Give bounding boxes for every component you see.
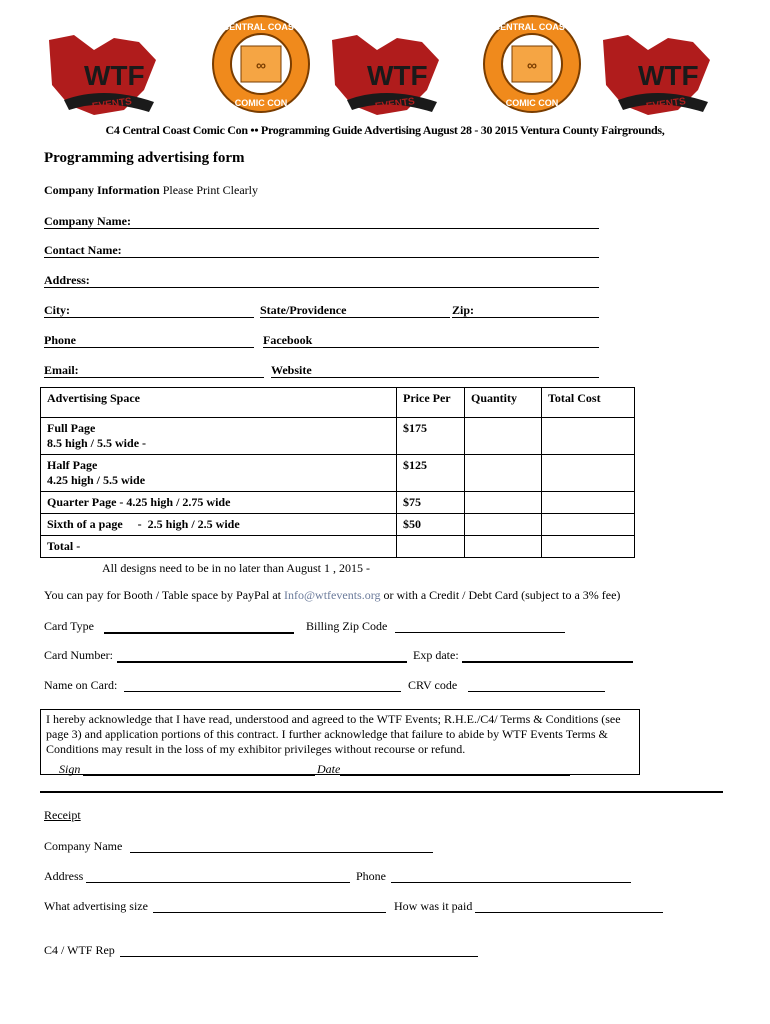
receipt-how-paid-label: How was it paid (394, 899, 473, 913)
wtf-logo-text: WTF (367, 60, 428, 91)
exp-date-field[interactable] (462, 661, 633, 663)
row-space: Total - (41, 536, 397, 558)
date-field[interactable] (340, 775, 570, 776)
c4-logo-bottom: COMIC CON (505, 98, 559, 108)
row-price: $125 (397, 455, 465, 492)
city-label: City: (44, 303, 70, 317)
row-total-cell[interactable] (542, 492, 635, 514)
wtf-events-logo (44, 30, 162, 120)
receipt-rep-field[interactable] (120, 956, 478, 957)
phone-label: Phone (44, 333, 77, 347)
row-space-line: Half Page (47, 458, 98, 472)
row-space (41, 418, 397, 455)
billing-zip-field[interactable] (395, 632, 565, 633)
deadline-note: All designs need to be in no later than August 1 , 2015 - (102, 561, 370, 575)
row-quantity-cell[interactable] (465, 492, 542, 514)
row-quantity-cell[interactable] (465, 418, 542, 455)
zip-label: Zip: (452, 303, 475, 317)
crv-code-label: CRV code (408, 678, 458, 692)
address-label: Address: (44, 273, 90, 287)
table-total-row (41, 536, 635, 558)
receipt-title: Receipt (44, 808, 81, 822)
header-price: Price Per (397, 388, 465, 418)
row-quantity-cell[interactable] (465, 455, 542, 492)
c4-logo-top: CENTRAL COAST (493, 22, 571, 32)
row-space-line: Full Page (47, 421, 96, 435)
billing-zip-label: Billing Zip Code (306, 619, 388, 633)
row-total-cell[interactable] (542, 514, 635, 536)
row-space-line: 4.25 high / 5.5 wide (47, 473, 146, 487)
table-row (41, 514, 635, 536)
header-total: Total Cost (542, 388, 635, 418)
email-label: Email: (44, 363, 79, 377)
receipt-company-label: Company Name (44, 839, 123, 853)
company-info-label: Company Information (44, 183, 160, 197)
receipt-ad-size-field[interactable] (153, 912, 386, 913)
receipt-ad-size-label: What advertising size (44, 899, 148, 913)
table-row (41, 492, 635, 514)
state-field[interactable] (260, 317, 450, 318)
name-on-card-label: Name on Card: (44, 678, 118, 692)
email-field[interactable] (44, 377, 264, 378)
c4-logo-bottom: COMIC CON (234, 98, 288, 108)
wtf-logo-text: WTF (638, 60, 699, 91)
row-price: $75 (397, 492, 465, 514)
wtf-logo-sub: EVENTS (91, 96, 133, 113)
header-quantity: Quantity (465, 388, 542, 418)
signature-field[interactable] (83, 775, 315, 776)
form-title: Programming advertising form (44, 150, 245, 166)
svg-text:∞: ∞ (527, 57, 537, 73)
crv-code-field[interactable] (468, 691, 605, 692)
phone-field[interactable] (44, 347, 254, 348)
header-space: Advertising Space (41, 388, 397, 418)
facebook-label: Facebook (263, 333, 313, 347)
section-divider (40, 791, 723, 793)
wtf-logo-text: WTF (84, 60, 145, 91)
exp-date-label: Exp date: (413, 648, 459, 662)
receipt-how-paid-field[interactable] (475, 912, 663, 913)
receipt-address-field[interactable] (86, 882, 350, 883)
card-type-label: Card Type (44, 619, 94, 633)
contact-name-field[interactable] (44, 257, 599, 258)
website-label: Website (271, 363, 312, 377)
receipt-rep-label: C4 / WTF Rep (44, 943, 115, 957)
paypal-note (44, 588, 620, 603)
paypal-email-link[interactable]: Info@wtfevents.org (284, 588, 381, 602)
company-name-label: Company Name: (44, 214, 131, 228)
advertising-table (40, 387, 635, 558)
date-label: Date (317, 762, 341, 776)
row-space-line: 8.5 high / 5.5 wide - (47, 436, 147, 450)
receipt-address-label: Address (44, 869, 84, 883)
row-space: Sixth of a page - 2.5 high / 2.5 wide (41, 514, 397, 536)
receipt-company-field[interactable] (130, 852, 433, 853)
receipt-phone-label: Phone (356, 869, 386, 883)
card-type-field[interactable] (104, 632, 294, 634)
row-price: $175 (397, 418, 465, 455)
row-price (397, 536, 465, 558)
card-number-field[interactable] (117, 661, 407, 663)
company-name-field[interactable] (44, 228, 599, 229)
company-info-heading (44, 183, 258, 198)
paypal-post: or with a Credit / Debt Card (subject to a 3% fee) (380, 588, 621, 602)
state-label: State/Providence (260, 303, 347, 317)
company-info-note: Please Print Clearly (159, 183, 259, 197)
row-space (41, 455, 397, 492)
header-banner: C4 Central Coast Comic Con •• Programming Guide Advertising August 28 - 30 2015 Ventura County Fairgrounds, (105, 123, 665, 137)
c4-comic-con-logo (482, 14, 582, 114)
city-field[interactable] (44, 317, 254, 318)
row-price: $50 (397, 514, 465, 536)
wtf-logo-sub: EVENTS (374, 96, 416, 113)
wtf-logo-sub: EVENTS (645, 96, 687, 113)
row-total-cell[interactable] (542, 418, 635, 455)
table-row (41, 418, 635, 455)
website-field[interactable] (271, 377, 599, 378)
c4-comic-con-logo (211, 14, 311, 114)
facebook-field[interactable] (263, 347, 599, 348)
wtf-events-logo (327, 30, 445, 120)
svg-text:∞: ∞ (256, 57, 266, 73)
acknowledgement-text: I hereby acknowledge that I have read, understood and agreed to the WTF Events; R.H.E./C4/ Terms & Conditions (see page 3) and application portions of this contract. I further acknowledge that failure to abide by WTF Events Terms & Conditions may result in the loss of my exhibitor privileges without recourse or refund. (46, 712, 621, 756)
zip-field[interactable] (452, 317, 599, 318)
paypal-pre: You can pay for Booth / Table space by PayPal at (44, 588, 285, 602)
table-header-row (41, 388, 635, 418)
c4-logo-top: CENTRAL COAST (222, 22, 300, 32)
address-field[interactable] (44, 287, 599, 288)
name-on-card-field[interactable] (124, 691, 401, 692)
row-quantity-cell[interactable] (465, 536, 542, 558)
contact-name-label: Contact Name: (44, 243, 122, 257)
row-space: Quarter Page - 4.25 high / 2.75 wide (41, 492, 397, 514)
sign-label: Sign (59, 762, 81, 776)
row-quantity-cell[interactable] (465, 514, 542, 536)
table-row (41, 455, 635, 492)
wtf-events-logo (598, 30, 716, 120)
row-total-cell[interactable] (542, 536, 635, 558)
row-total-cell[interactable] (542, 455, 635, 492)
card-number-label: Card Number: (44, 648, 113, 662)
receipt-phone-field[interactable] (391, 882, 631, 883)
